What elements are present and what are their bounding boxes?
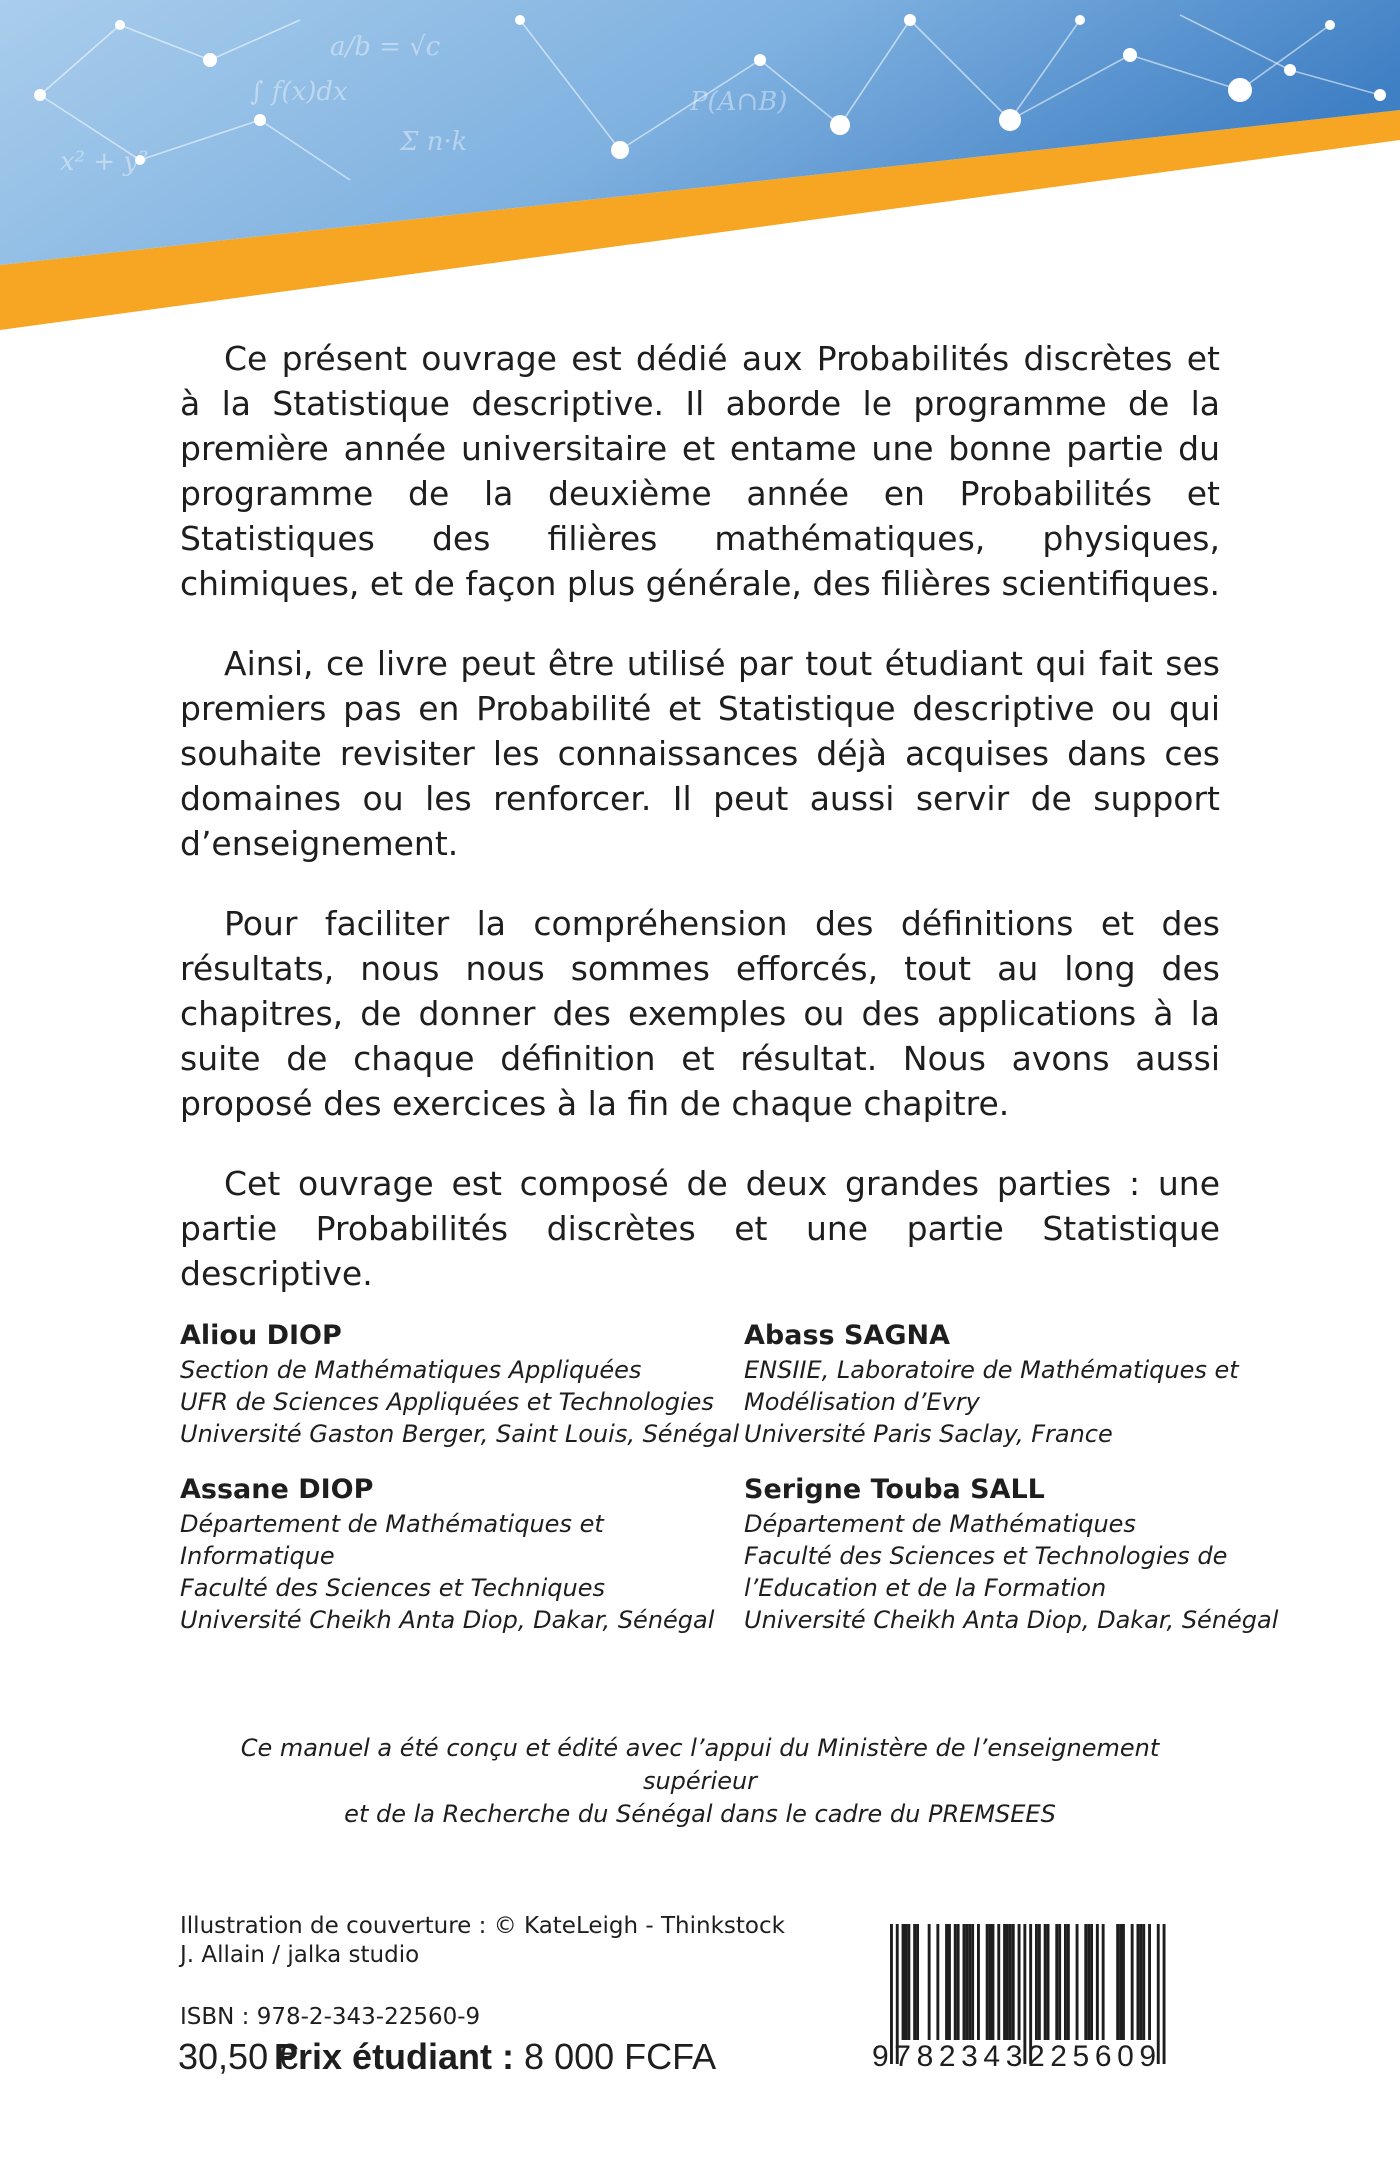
barcode-bar bbox=[992, 1924, 995, 2040]
student-price-value: 8 000 FCFA bbox=[524, 2036, 717, 2077]
barcode-bar bbox=[1076, 1924, 1079, 2040]
barcode-bar bbox=[971, 1924, 974, 2040]
barcode-bar bbox=[1084, 1924, 1087, 2040]
barcode-bar bbox=[965, 1924, 968, 2040]
description-paragraph: Ce présent ouvrage est dédié aux Probabilités discrètes et à la Statistique descriptive. Il aborde le programme de la première année universitaire et entame une bonne partie du programme de la deuxième année en Probabilités et Statistiques des filières mathématiques, physiques, chimiques, et de façon plus générale, des filières scientifiques. bbox=[180, 339, 1220, 603]
author-name: Assane DIOP bbox=[180, 1474, 374, 1505]
description-paragraph: Cet ouvrage est composé de deux grandes parties : une partie Probabilités discrètes et une partie Statistique descriptive. bbox=[180, 1164, 1220, 1293]
barcode-bar bbox=[1064, 1924, 1067, 2040]
svg-text:Σ n·k: Σ n·k bbox=[400, 127, 468, 157]
barcode-bar bbox=[936, 1924, 939, 2040]
barcode-bar bbox=[1055, 1924, 1058, 2040]
support-note-line: Ce manuel a été conçu et édité avec l’appui du Ministère de l’enseignement supérieur bbox=[240, 1734, 1160, 1795]
author-affiliation: Département de Mathématiques bbox=[744, 1510, 1136, 1538]
illustration-credit: Illustration de couverture : © KateLeigh - Thinkstock bbox=[180, 1913, 785, 1939]
barcode-bar bbox=[1090, 1924, 1093, 2040]
author-affiliation: Faculté des Sciences et Techniques bbox=[180, 1574, 605, 1602]
barcode-bar bbox=[1087, 1924, 1090, 2040]
barcode-bar bbox=[1116, 1924, 1119, 2040]
barcode-bar bbox=[977, 1924, 980, 2040]
barcode-bar bbox=[968, 1924, 971, 2040]
barcode-bar bbox=[1119, 1924, 1122, 2040]
author-block bbox=[180, 1472, 760, 1636]
authors-right-column bbox=[744, 1318, 1324, 1658]
author-affiliation: UFR de Sciences Appliquées et Technologies bbox=[180, 1388, 714, 1416]
author-affiliation: Section de Mathématiques Appliquées bbox=[180, 1356, 642, 1384]
barcode-bar bbox=[1012, 1924, 1015, 2040]
barcode-bar bbox=[902, 1924, 905, 2040]
design-credit: J. Allain / jalka studio bbox=[180, 1942, 420, 1968]
barcode-bar bbox=[1006, 1924, 1009, 2040]
barcode-bar bbox=[954, 1924, 957, 2040]
barcode-bar bbox=[948, 1924, 951, 2040]
author-name: Abass SAGNA bbox=[744, 1320, 950, 1351]
barcode-bar bbox=[1035, 1924, 1038, 2040]
author-affiliation: Modélisation d’Evry bbox=[744, 1388, 980, 1416]
author-name: Serigne Touba SALL bbox=[744, 1474, 1045, 1505]
barcode-bar bbox=[1148, 1924, 1151, 2040]
barcode-bar bbox=[997, 1924, 1000, 2040]
author-affiliation: ENSIIE, Laboratoire de Mathématiques et bbox=[744, 1356, 1239, 1384]
barcode-bar bbox=[1067, 1924, 1070, 2040]
barcode-bar bbox=[1038, 1924, 1041, 2040]
barcode-bar bbox=[916, 1924, 919, 2040]
barcode-bar bbox=[986, 1924, 989, 2040]
barcode-bar bbox=[907, 1924, 910, 2040]
barcode-bar bbox=[1058, 1924, 1061, 2040]
barcode-bar bbox=[945, 1924, 948, 2040]
description-text bbox=[180, 336, 1220, 1331]
student-price bbox=[274, 2036, 716, 2078]
author-affiliation: Informatique bbox=[180, 1542, 335, 1570]
barcode-digits: 9782343225609 bbox=[872, 2040, 1162, 2073]
author-affiliation: l’Education et de la Formation bbox=[744, 1574, 1107, 1602]
ministry-support-note bbox=[180, 1732, 1220, 1831]
barcode-bar bbox=[957, 1924, 960, 2040]
author-affiliation: Université Paris Saclay, France bbox=[744, 1420, 1113, 1448]
svg-text:∫ f(x)dx: ∫ f(x)dx bbox=[250, 77, 348, 107]
barcode-bar bbox=[1122, 1924, 1125, 2040]
barcode-bar bbox=[1137, 1924, 1140, 2040]
support-note-line: et de la Recherche du Sénégal dans le cadre du PREMSEES bbox=[344, 1800, 1056, 1828]
author-affiliation: Université Cheikh Anta Diop, Dakar, Sénégal bbox=[744, 1606, 1279, 1634]
price-euro: 30,50 € bbox=[178, 2036, 299, 2077]
barcode-bar bbox=[1131, 1924, 1134, 2040]
svg-text:x² + y²: x² + y² bbox=[60, 147, 149, 177]
author-block bbox=[744, 1318, 1324, 1450]
author-block bbox=[180, 1318, 760, 1450]
barcode-bar bbox=[1139, 1924, 1142, 2040]
authors-left-column bbox=[180, 1318, 760, 1658]
barcode-bar bbox=[1102, 1924, 1105, 2040]
barcode-bar bbox=[1142, 1924, 1145, 2040]
barcode-bar bbox=[905, 1924, 908, 2040]
barcode-bar bbox=[928, 1924, 931, 2040]
credits bbox=[180, 1912, 785, 1970]
author-affiliation: Département de Mathématiques et bbox=[180, 1510, 604, 1538]
barcode-bar bbox=[1047, 1924, 1050, 2040]
isbn: ISBN : 978-2-343-22560-9 bbox=[180, 2004, 481, 2030]
author-affiliation: Université Gaston Berger, Saint Louis, Sénégal bbox=[180, 1420, 740, 1448]
barcode-bar bbox=[1003, 1924, 1006, 2040]
svg-text:P(A∩B): P(A∩B) bbox=[690, 87, 788, 117]
barcode-bar bbox=[963, 1924, 966, 2040]
barcode-bar bbox=[913, 1924, 916, 2040]
barcode-bar bbox=[1018, 1924, 1021, 2040]
barcode-bar bbox=[1096, 1924, 1099, 2040]
author-affiliation: Faculté des Sciences et Technologies de bbox=[744, 1542, 1228, 1570]
author-name: Aliou DIOP bbox=[180, 1320, 342, 1351]
student-price-label: Prix étudiant : bbox=[274, 2036, 515, 2077]
barcode-bar bbox=[989, 1924, 992, 2040]
barcode-bar bbox=[1044, 1924, 1047, 2040]
description-paragraph: Ainsi, ce livre peut être utilisé par tout étudiant qui fait ses premiers pas en Probabilité et Statistique descriptive ou qui souhaite revisiter les connaissances déjà acquises dans ces domaines ou les renforcer. Il peut aussi servir de support d’enseignement. bbox=[180, 644, 1220, 863]
description-paragraph: Pour faciliter la compréhension des définitions et des résultats, nous nous sommes efforcés, tout au long des chapitres, de donner des exemples ou des applications à la suite de chaque définition et résultat. Nous avons aussi proposé des exercices à la fin de chaque chapitre. bbox=[180, 904, 1220, 1123]
header-banner bbox=[0, 0, 1400, 340]
author-block bbox=[744, 1472, 1324, 1636]
barcode-bar bbox=[1009, 1924, 1012, 2040]
svg-text:a/b = √c: a/b = √c bbox=[330, 32, 441, 62]
author-affiliation: Université Cheikh Anta Diop, Dakar, Sénégal bbox=[180, 1606, 715, 1634]
